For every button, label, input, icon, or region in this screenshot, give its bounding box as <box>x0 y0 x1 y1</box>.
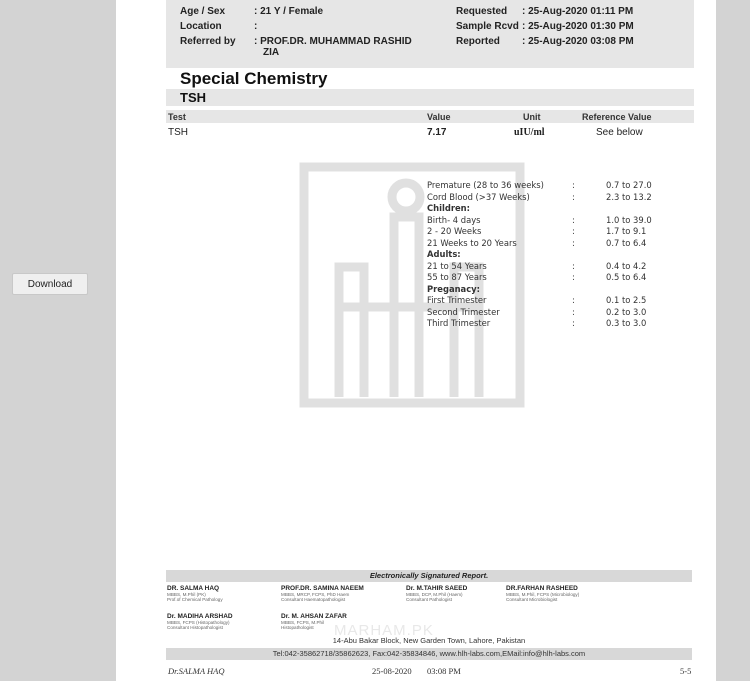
reference-range-value: 0.7 to 27.0 <box>606 180 652 190</box>
reference-range-label: 21 Weeks to 20 Years <box>427 237 517 248</box>
lab-contact: Tel:042-35862718/35862623, Fax:042-35834846, www.hlh-labs.com,EMail:info@hlh-labs.com <box>166 648 692 660</box>
reference-range-colon: : <box>572 191 575 202</box>
reference-range-colon: : <box>572 214 575 225</box>
reference-range-colon: : <box>572 260 575 271</box>
doctor-entry: Dr. MADIHA ARSHAD MBBS, FCPS (Histopathology) Consultant Histopathologist <box>167 613 233 630</box>
reference-range-colon: : <box>572 226 575 236</box>
result-test: TSH <box>168 127 188 138</box>
subsection-title: TSH <box>180 90 206 105</box>
requested-label: Requested <box>456 6 508 17</box>
reference-range-value: 1.0 to 39.0 <box>606 214 652 225</box>
reference-range-value: 0.2 to 3.0 <box>606 306 647 317</box>
reference-range-label: Third Trimester <box>427 318 491 328</box>
lab-address: 14-Abu Bakar Block, New Garden Town, Lahore, Pakistan <box>332 636 526 645</box>
reference-group-heading: Adults: <box>427 249 461 259</box>
reference-range-label: Premature (28 to 36 weeks) <box>427 180 544 190</box>
reference-group-heading: Children: <box>427 203 470 213</box>
patient-info-panel <box>166 0 694 68</box>
header-unit: Unit <box>523 112 541 122</box>
doctor-entry: Dr. M. AHSAN ZAFAR MBBS, FCPS, M.Phil Histopathologist <box>281 613 347 630</box>
result-unit: uIU/ml <box>514 127 545 138</box>
reference-range-value: 0.4 to 4.2 <box>606 260 647 271</box>
header-reference: Reference Value <box>582 112 652 122</box>
reference-range-label: Second Trimester <box>427 306 500 317</box>
reference-range-colon: : <box>572 318 575 328</box>
section-title: Special Chemistry <box>180 69 328 88</box>
reference-range-label: Cord Blood (>37 Weeks) <box>427 191 530 202</box>
reference-range-colon: : <box>572 237 575 248</box>
reference-range-label: Birth- 4 days <box>427 214 481 225</box>
reference-range-label: 55 to 87 Years <box>427 272 487 282</box>
doctor-entry: Dr. M.TAHIR SAEED MBBS, DCP, M.Phil (Haem) Consultant Pathologist <box>406 585 468 602</box>
reference-range-label: 21 to 54 Years <box>427 260 487 271</box>
reference-range-label: 2 - 20 Weeks <box>427 226 482 236</box>
reference-range-colon: : <box>572 295 575 305</box>
page-number: 5-5 <box>680 666 692 676</box>
reference-range-colon: : <box>572 306 575 317</box>
location-value: : <box>254 21 258 32</box>
download-button[interactable]: Download <box>12 273 88 295</box>
reference-range-value: 0.5 to 6.4 <box>606 272 647 282</box>
report-page <box>116 0 716 681</box>
reference-range-value: 0.3 to 3.0 <box>606 318 647 328</box>
doctor-entry: PROF.DR. SAMINA NAEEM MBBS, MRCP, FCPS, PhD Haem Consultant Haematopathologist <box>281 585 364 602</box>
age-sex-label: Age / Sex <box>180 6 226 17</box>
reference-range-colon: : <box>572 272 575 282</box>
requested-value: : 25-Aug-2020 01:11 PM <box>522 6 634 17</box>
marham-watermark: MARHAM.PK <box>334 622 434 639</box>
location-label: Location <box>180 21 222 32</box>
reference-range-value: 2.3 to 13.2 <box>606 191 652 202</box>
reported-label: Reported <box>456 36 500 47</box>
result-value: 7.17 <box>427 127 447 138</box>
reference-group-heading: Preganacy: <box>427 283 480 294</box>
doctor-entry: DR.FARHAN RASHEED MBBS, M.Phil, FCPS (Microbiology) Consultant Microbiologist <box>506 585 580 602</box>
footer-date: 25-08-2020 <box>372 666 412 676</box>
referred-by-value-cont: ZIA <box>263 47 280 58</box>
footer-time: 03:08 PM <box>427 666 461 676</box>
reference-range-value: 1.7 to 9.1 <box>606 226 647 236</box>
doctor-entry: DR. SALMA HAQ MBBS, M.Phil (PK) Prof.of Chemical Pathology <box>167 585 223 602</box>
reference-range-value: 0.1 to 2.5 <box>606 295 647 305</box>
sample-rcvd-label: Sample Rcvd <box>456 21 519 32</box>
header-value: Value <box>427 112 451 122</box>
reported-value: : 25-Aug-2020 03:08 PM <box>522 36 634 47</box>
reference-range-label: First Trimester <box>427 295 487 305</box>
reference-range-colon: : <box>572 180 575 190</box>
subsection-bar <box>166 89 694 106</box>
signed-by: Dr.SALMA HAQ <box>168 666 225 676</box>
referred-by-value: : PROF.DR. MUHAMMAD RASHID <box>254 36 412 47</box>
header-test: Test <box>168 112 186 122</box>
reference-range-value: 0.7 to 6.4 <box>606 237 647 248</box>
result-reference: See below <box>596 127 643 138</box>
sample-rcvd-value: : 25-Aug-2020 01:30 PM <box>522 21 634 32</box>
age-sex-value: : 21 Y / Female <box>254 6 324 17</box>
signature-note: Electronically Signatured Report. <box>166 570 692 582</box>
referred-by-label: Referred by <box>180 36 236 47</box>
